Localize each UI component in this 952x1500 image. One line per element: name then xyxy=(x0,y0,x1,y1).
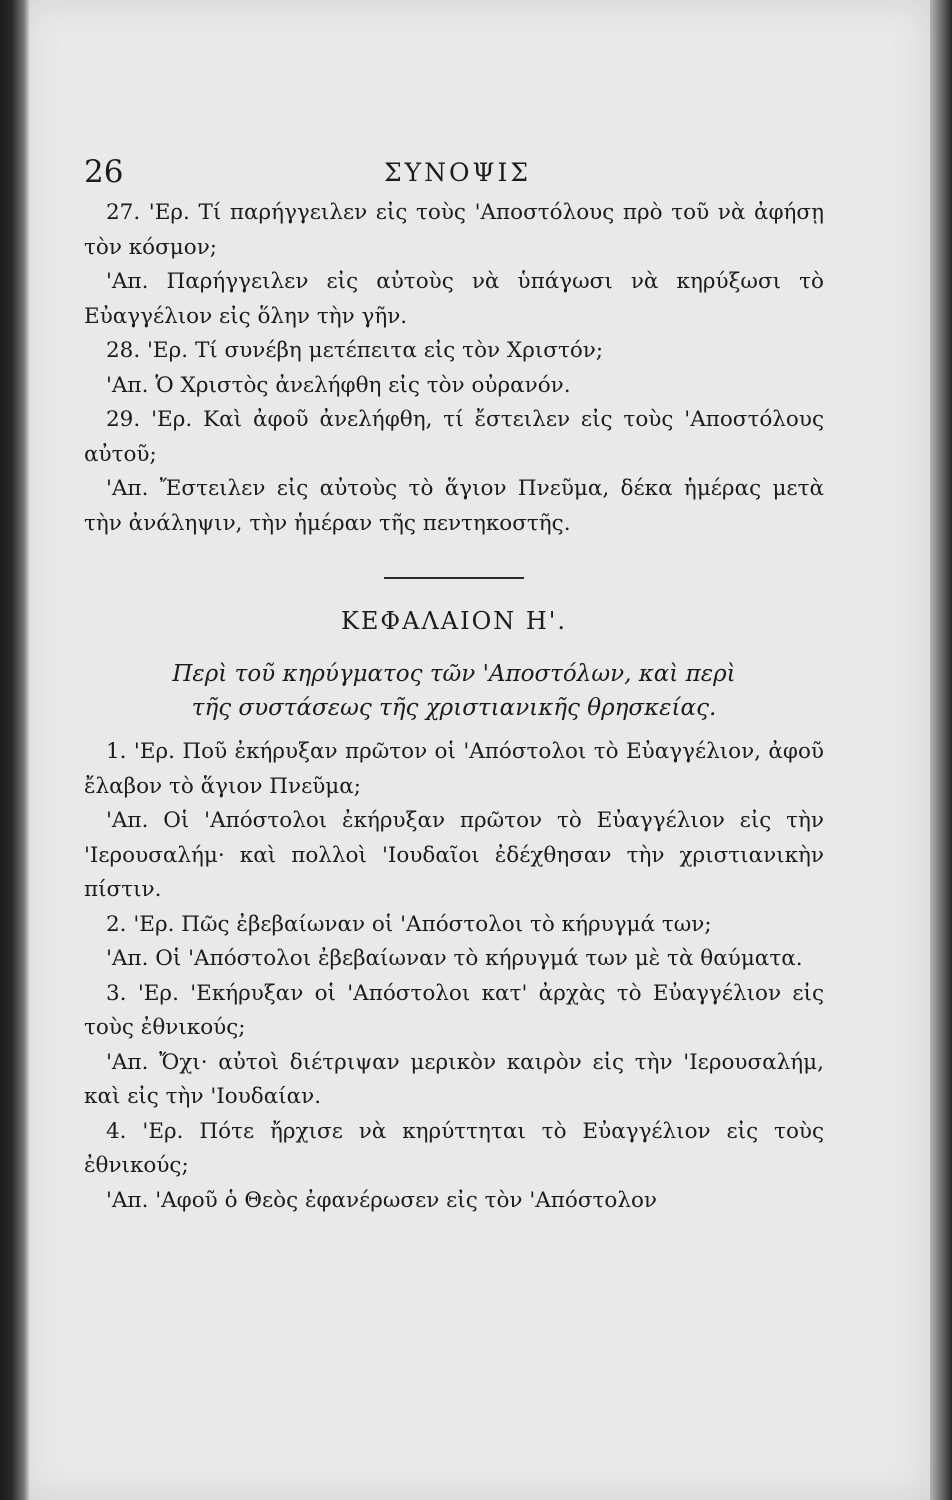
page-edge-shadow xyxy=(930,0,952,1500)
answer-4: 'Απ. 'Αφοῦ ὁ Θεὸς ἐφανέρωσεν εἰς τὸν 'Απόστολον xyxy=(106,1187,658,1213)
previous-section xyxy=(84,196,824,541)
running-title: ΣΥΝΟΨΙΣ xyxy=(384,158,532,187)
question-27: 27. 'Ερ. Τί παρήγγειλεν εἰς τοὺς 'Αποστόλους πρὸ τοῦ νὰ ἀφήσῃ τὸν κόσμον; xyxy=(84,200,824,260)
chapter-title: ΚΕΦΑΛΑΙΟΝ Η'. xyxy=(340,607,568,635)
chapter-subtitle-line-1: Περὶ τοῦ κηρύγματος τῶν 'Αποστόλων, καὶ περὶ xyxy=(172,661,736,687)
page-text xyxy=(84,150,824,1218)
question-28: 28. 'Ερ. Τί συνέβη μετέπειτα εἰς τὸν Χριστόν; xyxy=(106,338,604,363)
question-2: 2. 'Ερ. Πῶς ἐβεβαίωναν οἱ 'Απόστολοι τὸ κήρυγμά των; xyxy=(106,911,712,937)
answer-27: 'Απ. Παρήγγειλεν εἰς αὐτοὺς νὰ ὑπάγωσι νὰ κηρύξωσι τὸ Εὐαγγέλιον εἰς ὅλην τὴν γῆν. xyxy=(84,269,824,329)
question-3: 3. 'Ερ. 'Εκήρυξαν οἱ 'Απόστολοι κατ' ἀρχὰς τὸ Εὐαγγέλιον εἰς τοὺς ἐθνικούς; xyxy=(84,980,824,1040)
page-number: 26 xyxy=(84,154,124,190)
chapter-subtitle-line-2: τῆς συστάσεως τῆς χριστιανικῆς θρησκείας. xyxy=(191,695,717,721)
section-divider xyxy=(384,577,524,579)
answer-29: 'Απ. Ἔστειλεν εἰς αὐτοὺς τὸ ἅγιον Πνεῦμα, δέκα ἡμέρας μετὰ τὴν ἀνάληψιν, τὴν ἡμέραν τῆς πεντηκοστῆς. xyxy=(84,476,824,536)
question-29: 29. 'Ερ. Καὶ ἀφοῦ ἀνελήφθη, τί ἔστειλεν εἰς τοὺς 'Αποστόλους αὐτοῦ; xyxy=(84,407,824,467)
question-4: 4. 'Ερ. Πότε ἤρχισε νὰ κηρύττηται τὸ Εὐαγγέλιον εἰς τοὺς ἐθνικούς; xyxy=(84,1118,824,1178)
chapter-body xyxy=(84,735,824,1218)
answer-1: 'Απ. Οἱ 'Απόστολοι ἐκήρυξαν πρῶτον τὸ Εὐαγγέλιον εἰς τὴν 'Ιερουσαλήμ· καὶ πολλοὶ 'Ιουδαῖοι ἐδέχθησαν τὴν χριστιανικὴν πίστιν. xyxy=(84,808,824,902)
answer-3: 'Απ. Ὄχι· αὐτοὶ διέτριψαν μερικὸν καιρὸν εἰς τὴν 'Ιερουσαλήμ, καὶ εἰς τὴν 'Ιουδαίαν. xyxy=(84,1049,824,1109)
binding-shadow xyxy=(0,0,30,1500)
chapter-subtitle xyxy=(84,657,824,725)
page-header xyxy=(84,150,824,190)
question-1: 1. 'Ερ. Ποῦ ἐκήρυξαν πρῶτον οἱ 'Απόστολοι τὸ Εὐαγγέλιον, ἀφοῦ ἔλαβον τὸ ἅγιον Πνεῦμα; xyxy=(84,739,824,799)
answer-2: 'Απ. Οἱ 'Απόστολοι ἐβεβαίωναν τὸ κήρυγμά των μὲ τὰ θαύματα. xyxy=(106,946,803,971)
answer-28: 'Απ. Ὁ Χριστὸς ἀνελήφθη εἰς τὸν οὐρανόν. xyxy=(106,372,571,398)
